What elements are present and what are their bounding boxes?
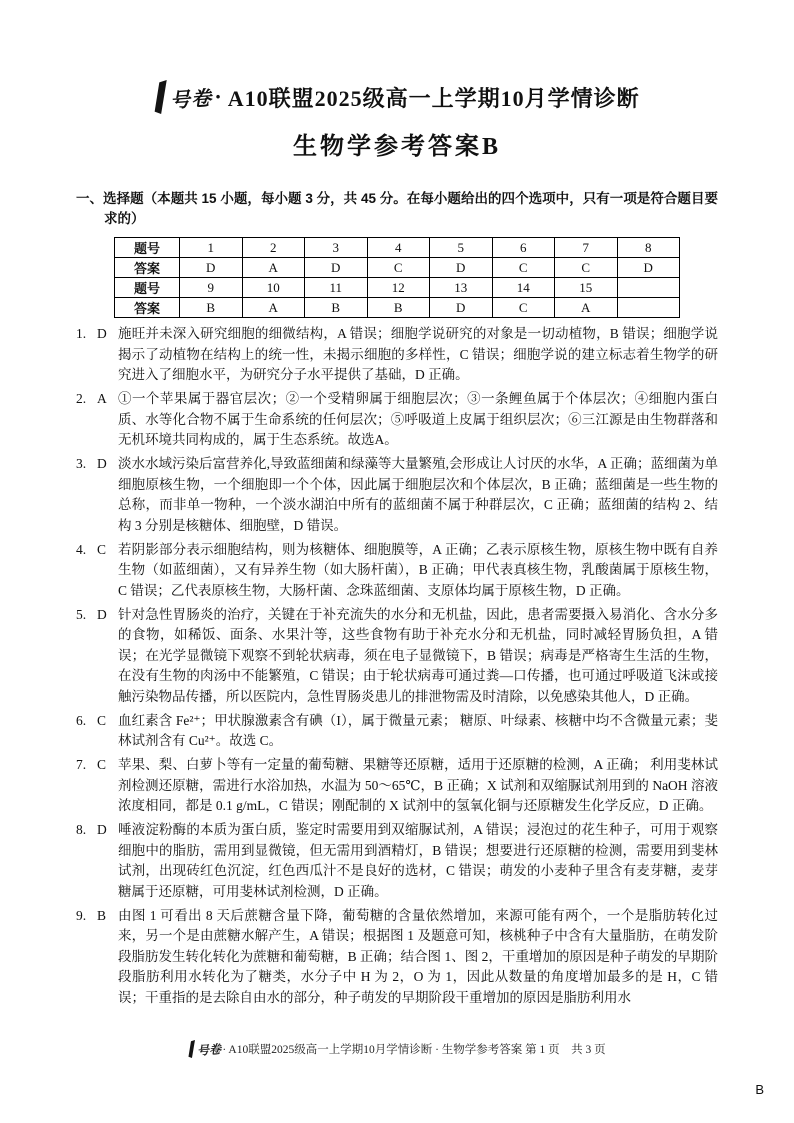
section-heading: 一、选择题（本题共 15 小题，每小题 3 分，共 45 分。在每小题给出的四个选项中，只有一项是符合题目要求的）: [76, 191, 718, 226]
explanation-item: [76, 605, 718, 708]
explanation-item: [76, 820, 718, 902]
page-subtitle: 生物学参考答案B: [292, 134, 501, 160]
answer-table-cell: C: [367, 258, 430, 278]
answer-table-label-cell: 题号: [115, 278, 180, 298]
answer-table-cell: [617, 298, 680, 318]
answer-table-cell: A: [242, 258, 305, 278]
footer-logo-script: 号卷: [196, 1041, 222, 1058]
footer-logo-one-icon: [188, 1040, 195, 1058]
footer-text: · A10联盟2025级高一上学期10月学情诊断 · 生物学参考答案 第 1 页 共 3 页: [222, 1044, 606, 1056]
answer-table-cell: D: [430, 258, 493, 278]
item-number: 6.: [76, 712, 87, 728]
item-explanation-text: 针对急性胃肠炎的治疗，关键在于补充流失的水分和无机盐，因此，患者需要摄入易消化、含水分多的食物，如稀饭、面条、水果汁等，这些食物有助于补充水分和无机盐，同时减轻胃肠负担，A 错误；在光学显微镜下观察不到轮状病毒，须在电子显微镜下，B 错误；病毒是严格寄生生活的生物，在没有生物的肉汤中不能繁殖，C 错误；由于轮状病毒可通过粪—口传播，也可通过呼吸道飞沫或接触污染物品传播，所以医院内，急性胃肠炎患儿的排泄物需及时清除，以免感染其他人，D 正确。: [118, 606, 718, 704]
answer-table-cell: C: [555, 258, 618, 278]
version-corner-mark: B: [755, 1082, 764, 1097]
answer-table-cell: 8: [617, 238, 680, 258]
answer-table-cell: D: [617, 258, 680, 278]
answer-table-cell: A: [555, 298, 618, 318]
answer-table-cell: 9: [180, 278, 243, 298]
item-answer: A: [97, 391, 107, 406]
answer-table-cell: C: [492, 298, 555, 318]
item-explanation-text: 苹果、梨、白萝卜等有一定量的葡萄糖、果糖等还原糖，适用于还原糖的检测，A 正确； 利用斐林试剂检测还原糖，需进行水浴加热，水温为 50～65℃，B 正确；X 试剂和双缩脲试剂用到的 NaOH 溶液浓度相同，都是 0.1 g/mL，C 错误；刚配制的 X 试剂中的氢氧化铜与还原糖发生化学反应，D 正确。: [118, 757, 718, 813]
item-answer: C: [97, 757, 107, 772]
answer-table-cell: B: [305, 298, 368, 318]
answer-table-cell: 10: [242, 278, 305, 298]
item-number: 2.: [76, 391, 87, 406]
answer-table: [114, 237, 680, 318]
item-number: 4.: [76, 541, 87, 557]
answer-table-cell: A: [242, 298, 305, 318]
item-answer: D: [97, 326, 107, 341]
answer-table-row: [115, 278, 680, 298]
title-text: A10联盟2025级高一上学期10月学情诊断: [227, 85, 640, 111]
explanation-item: [76, 755, 718, 817]
answer-table-label-cell: 答案: [115, 298, 180, 318]
page-footer: [0, 1040, 794, 1058]
answer-table-cell: [617, 278, 680, 298]
answer-table-cell: B: [367, 298, 430, 318]
title-block: [76, 0, 718, 161]
explanation-item: [76, 324, 718, 386]
answer-table-row: [115, 298, 680, 318]
answer-table-cell: D: [430, 298, 493, 318]
answer-table-cell: 13: [430, 278, 493, 298]
explanations-list: [76, 324, 718, 1008]
item-answer: D: [97, 456, 107, 471]
answer-table-cell: 11: [305, 278, 368, 298]
answer-table-cell: 14: [492, 278, 555, 298]
explanation-item: [76, 711, 718, 752]
answer-table-label-cell: 答案: [115, 258, 180, 278]
item-number: 8.: [76, 822, 87, 837]
brand-logo-script: 号卷: [169, 87, 214, 112]
page-title: [76, 80, 718, 114]
item-explanation-text: 淡水水域污染后富营养化,导致蓝细菌和绿藻等大量繁殖,会形成让人讨厌的水华，A 正确；蓝细菌为单细胞原核生物，一个细胞即一个个体，因此属于细胞层次和个体层次，B 正确；蓝细菌是一些生物的总称，而非单一物种，一个淡水湖泊中所有的蓝细菌不属于种群层次，C 正确；蓝细菌的结构 2、结构 3 分别是核糖体、细胞壁，D 错误。: [118, 456, 718, 533]
item-explanation-text: ①一个苹果属于器官层次；②一个受精卵属于细胞层次；③一条鲤鱼属于个体层次；④细胞内蛋白质、水等化合物不属于生命系统的任何层次；⑤呼吸道上皮属于组织层次；⑥三江源是由生物群落和无机环境共同构成的，属于生态系统。故选A。: [118, 391, 718, 447]
item-answer: D: [97, 606, 107, 622]
item-answer: B: [97, 907, 107, 923]
item-number: 7.: [76, 757, 87, 772]
answer-table-label-cell: 题号: [115, 238, 180, 258]
answer-table-cell: C: [492, 258, 555, 278]
item-explanation-text: 唾液淀粉酶的本质为蛋白质，鉴定时需要用到双缩脲试剂，A 错误；浸泡过的花生种子，可用于观察细胞中的脂肪，需用到显微镜，但无需用到酒精灯，B 错误；想要进行还原糖的检测，需要用到斐林试剂，出现砖红色沉淀，红色西瓜汁不是良好的选材，C 错误；萌发的小麦种子里含有麦芽糖，麦芽糖属于还原糖，可用斐林试剂检测，D 正确。: [118, 822, 718, 899]
answer-table-row: [115, 238, 680, 258]
item-number: 1.: [76, 326, 87, 341]
answer-table-cell: D: [305, 258, 368, 278]
item-number: 5.: [76, 606, 87, 622]
answer-table-cell: 7: [555, 238, 618, 258]
item-explanation-text: 血红素含 Fe²⁺；甲状腺激素含有碘（I），属于微量元素； 糖原、叶绿素、核糖中均不含微量元素；斐林试剂含有 Cu²⁺。故选 C。: [118, 712, 718, 748]
title-separator: ·: [214, 84, 223, 109]
item-number: 9.: [76, 907, 87, 923]
item-explanation-text: 若阴影部分表示细胞结构，则为核糖体、细胞膜等，A 正确；乙表示原核生物，原核生物中既有自养生物（如蓝细菌），又有异养生物（如大肠杆菌），B 正确；甲代表真核生物，乳酸菌属于原核生物，C 错误；乙代表原核生物，大肠杆菌、念珠蓝细菌、支原体均属于原核生物，D 正确。: [118, 541, 718, 598]
answer-table-row: [115, 258, 680, 278]
item-explanation-text: 由图 1 可看出 8 天后蔗糖含量下降，葡萄糖的含量依然增加，来源可能有两个，一个是脂肪转化过来，另一个是由蔗糖水解产生，A 错误；根据图 1 及题意可知，核桃种子中含有大量脂肪，在萌发阶段脂肪发生转化转化为蔗糖和葡萄糖，B 正确；结合图 1、图 2，干重增加的原因是种子萌发的早期阶段脂肪利用水转化为了糖类，水分子中 H 为 2，O 为 1，因此从数量的角度增加最多的是 H，C 错误；干重指的是去除自由水的部分，种子萌发的早期阶段干重增加的原因是脂肪利用水: [118, 907, 718, 1005]
item-number: 3.: [76, 456, 87, 471]
answer-table-cell: 15: [555, 278, 618, 298]
item-answer: C: [97, 541, 107, 557]
item-explanation-text: 施旺并未深入研究细胞的细微结构，A 错误；细胞学说研究的对象是一切动植物，B 错误；细胞学说揭示了动植物在结构上的统一性，未揭示细胞的多样性，C 错误；细胞学说的建立标志着生物学的研究进入了细胞水平，为研究分子水平提供了基础，D 正确。: [118, 326, 718, 382]
brand-logo-one-icon: [154, 80, 167, 114]
answer-table-cell: 6: [492, 238, 555, 258]
item-answer: C: [97, 712, 107, 728]
answer-table-cell: 4: [367, 238, 430, 258]
item-answer: D: [97, 822, 107, 837]
explanation-item: [76, 906, 718, 1009]
explanation-item: [76, 454, 718, 536]
answer-table-cell: 3: [305, 238, 368, 258]
answer-table-cell: 1: [180, 238, 243, 258]
answer-table-cell: 12: [367, 278, 430, 298]
answer-table-cell: D: [180, 258, 243, 278]
answer-table-cell: 2: [242, 238, 305, 258]
answer-table-cell: B: [180, 298, 243, 318]
explanation-item: [76, 540, 718, 602]
answer-table-cell: 5: [430, 238, 493, 258]
explanation-item: [76, 389, 718, 451]
